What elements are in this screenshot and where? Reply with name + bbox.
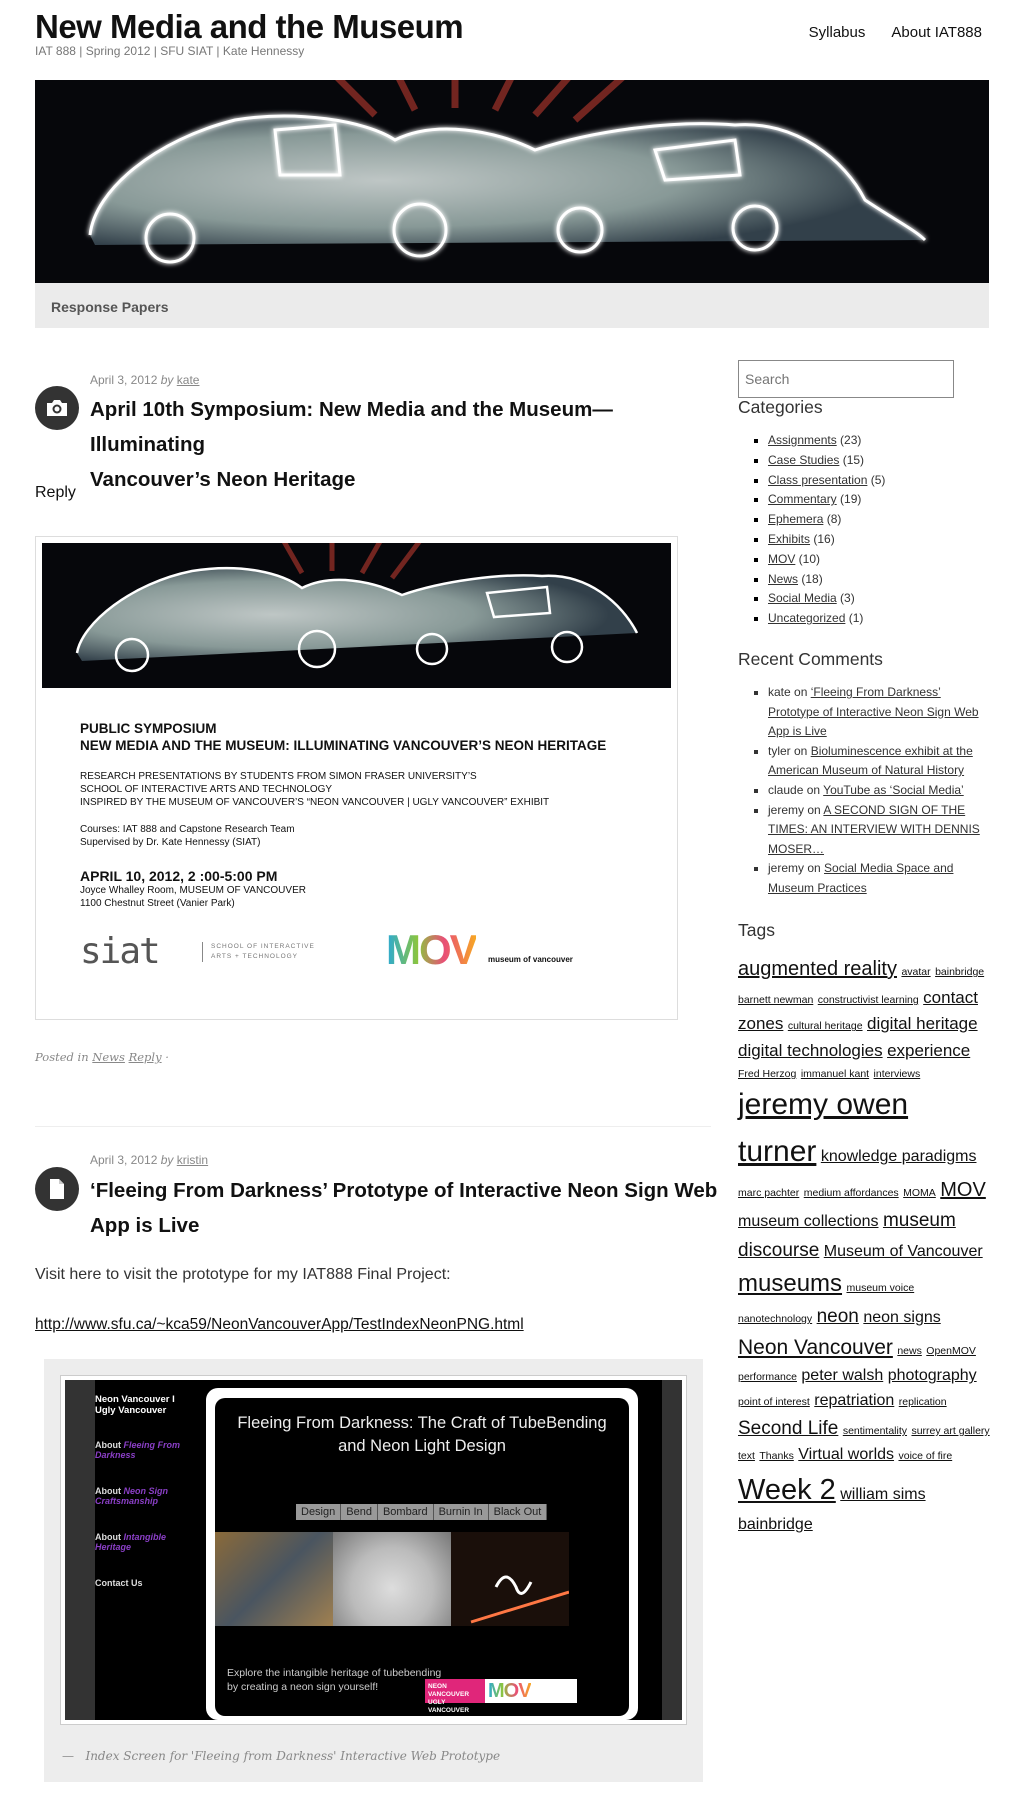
- comment-author: jeremy on: [768, 802, 824, 817]
- tag-link[interactable]: immanuel kant: [800, 1068, 870, 1081]
- post-author[interactable]: kristin: [176, 1153, 209, 1167]
- screenshot-menu-item: [95, 1486, 195, 1506]
- poster-headings: [80, 720, 606, 754]
- tag-link[interactable]: digital technologies: [738, 1040, 883, 1060]
- post-title[interactable]: [90, 1173, 720, 1243]
- search-input[interactable]: [738, 360, 954, 398]
- category-item: [768, 471, 885, 491]
- tag-link[interactable]: OpenMOV: [926, 1344, 976, 1357]
- siat-subtitle-line: ARTS + TECHNOLOGY: [211, 953, 299, 960]
- menu-about: About: [95, 1486, 121, 1496]
- tag-link[interactable]: museum voice: [846, 1282, 915, 1295]
- tags-title: Tags: [738, 920, 775, 940]
- tag-link[interactable]: replication: [898, 1396, 947, 1409]
- category-link[interactable]: Case Studies: [768, 452, 840, 467]
- tag-link[interactable]: MOMA: [903, 1187, 936, 1200]
- screenshot-tab: Design: [296, 1504, 341, 1520]
- tag-link[interactable]: avatar: [901, 966, 931, 978]
- badge-line: NEON VANCOUVER: [428, 1683, 470, 1698]
- tag-link[interactable]: neon signs: [863, 1309, 941, 1327]
- poster-description: [80, 770, 549, 809]
- poster-date: APRIL 10, 2012, 2 :00-5:00 PM: [80, 868, 278, 884]
- screenshot-gutter: [662, 1380, 682, 1720]
- category-item: [768, 609, 885, 629]
- poster-heading: NEW MEDIA AND THE MUSEUM: ILLUMINATING VANCOUVER’S NEON HERITAGE: [80, 738, 607, 753]
- separator: ·: [165, 1050, 169, 1064]
- tag-link[interactable]: photography: [887, 1367, 977, 1385]
- tag-link[interactable]: point of interest: [738, 1396, 810, 1409]
- screenshot-sidebar-title: Neon Vancouver I Ugly Vancouver: [95, 1394, 175, 1416]
- category-link[interactable]: Class presentation: [768, 472, 868, 487]
- reply-link[interactable]: Reply: [35, 484, 76, 501]
- recent-comment: [768, 683, 988, 742]
- tag-link[interactable]: neon: [816, 1306, 859, 1328]
- tag-link[interactable]: performance: [738, 1371, 797, 1384]
- category-item: [768, 550, 885, 570]
- category-count: (3): [836, 591, 855, 606]
- nav-syllabus[interactable]: Syllabus: [808, 24, 866, 41]
- poster-line: Joyce Whalley Room, MUSEUM OF VANCOUVER: [80, 885, 306, 896]
- siat-logo-text: siat: [80, 931, 159, 972]
- tag-link[interactable]: sentimentality: [842, 1424, 908, 1437]
- screenshot-mov-text: MOV: [488, 1680, 531, 1702]
- recent-comment: [768, 742, 988, 781]
- tag-link[interactable]: museum discourse: [738, 1210, 956, 1261]
- category-link[interactable]: MOV: [768, 551, 796, 566]
- tag-link[interactable]: Virtual worlds: [798, 1446, 895, 1464]
- tag-link[interactable]: medium affordances: [803, 1187, 899, 1200]
- secondary-navigation: [35, 283, 989, 328]
- tag-link[interactable]: Week 2: [738, 1474, 836, 1507]
- tag-link[interactable]: Second Life: [738, 1417, 839, 1439]
- recent-comments-title: Recent Comments: [738, 649, 883, 669]
- tag-link[interactable]: marc pachter: [738, 1187, 800, 1200]
- siat-subtitle-line: SCHOOL OF INTERACTIVE: [211, 943, 315, 950]
- poster-line: 1100 Chestnut Street (Vanier Park): [80, 898, 235, 909]
- category-count: (23): [836, 433, 862, 447]
- mov-logo: [386, 927, 476, 973]
- tag-link[interactable]: museum collections: [738, 1213, 879, 1231]
- tag-link[interactable]: william sims bainbridge: [738, 1486, 926, 1534]
- category-count: (16): [810, 531, 835, 546]
- caption-dash: —: [62, 1749, 74, 1763]
- screenshot-tabs: [296, 1504, 547, 1520]
- screenshot-photo-sketch: [333, 1532, 451, 1626]
- screenshot-tab: Black Out: [489, 1504, 548, 1520]
- category-count: (19): [836, 492, 862, 507]
- nav-about[interactable]: About IAT888: [891, 24, 982, 41]
- comment-post-link[interactable]: A SECOND SIGN OF THE TIMES: AN INTERVIEW WITH DENNIS MOSER…: [768, 802, 980, 856]
- tag-link[interactable]: knowledge paradigms: [820, 1147, 977, 1165]
- screenshot-menu-item: [95, 1532, 195, 1552]
- figure-caption: [62, 1749, 500, 1763]
- post-title-line: ‘Fleeing From Darkness’ Prototype of Interactive Neon Sign Web: [90, 1179, 718, 1202]
- tag-link[interactable]: jeremy owen turner: [738, 1088, 909, 1168]
- tag-link[interactable]: Fred Herzog: [738, 1068, 797, 1081]
- post-meta: [90, 373, 199, 387]
- menu-about: About: [95, 1532, 121, 1542]
- caption-text: Index Screen for 'Fleeing from Darkness' Interactive Web Prototype: [85, 1749, 501, 1763]
- tag-cloud: [738, 954, 990, 1538]
- top-navigation: [809, 24, 982, 41]
- tag-link[interactable]: peter walsh: [801, 1367, 884, 1385]
- category-link[interactable]: News: [92, 1050, 125, 1064]
- category-count: (1): [845, 611, 864, 626]
- siat-subtitle: [202, 942, 315, 962]
- by-label: by: [160, 1153, 174, 1167]
- poster-line: Courses: IAT 888 and Capstone Research Team: [80, 824, 295, 835]
- post-body: Visit here to visit the prototype for my IAT888 Final Project:: [35, 1266, 451, 1283]
- camera-icon[interactable]: [35, 386, 79, 430]
- category-count: (15): [839, 452, 865, 467]
- screenshot-title-line: Fleeing From Darkness: The Craft of TubeBending: [237, 1414, 607, 1432]
- tag-link[interactable]: experience: [887, 1040, 971, 1060]
- symposium-poster[interactable]: [35, 536, 678, 1020]
- neon-vancouver-badge: [425, 1679, 485, 1714]
- category-item: [768, 530, 885, 550]
- mov-logo-text: MOV: [386, 926, 476, 973]
- category-item: [768, 451, 885, 471]
- tag-link[interactable]: news: [897, 1344, 922, 1357]
- screenshot-frame[interactable]: [60, 1375, 687, 1725]
- neon-cars-graphic: [35, 80, 989, 283]
- app-screenshot: [65, 1380, 682, 1720]
- poster-line: INSPIRED BY THE MUSEUM OF VANCOUVER’S “NEON VANCOUVER | UGLY VANCOUVER” EXHIBIT: [80, 797, 550, 808]
- comment-post-link[interactable]: Bioluminescence exhibit at the American Museum of Natural History: [768, 743, 973, 778]
- category-link[interactable]: Social Media: [768, 591, 837, 606]
- category-link[interactable]: Commentary: [768, 492, 837, 507]
- category-item: [768, 431, 885, 451]
- menu-about: About: [95, 1440, 121, 1450]
- tag-link[interactable]: surrey art gallery: [911, 1424, 990, 1437]
- screenshot-card: [215, 1398, 629, 1716]
- category-link[interactable]: Exhibits: [768, 531, 811, 546]
- categories-title: Categories: [738, 397, 823, 417]
- post-title-line: Vancouver’s Neon Heritage: [90, 468, 356, 491]
- screenshot-sidebar: [65, 1380, 205, 1720]
- footer-reply-link[interactable]: Reply: [128, 1050, 162, 1064]
- tag-link[interactable]: contact zones: [738, 988, 978, 1034]
- poster-courses: [80, 823, 295, 849]
- poster-heading: PUBLIC SYMPOSIUM: [80, 721, 217, 736]
- poster-line: SCHOOL OF INTERACTIVE ARTS AND TECHNOLOGY: [80, 784, 333, 795]
- comment-post-link[interactable]: ‘Fleeing From Darkness’ Prototype of Interactive Neon Sign Web App is Live: [768, 685, 979, 739]
- tag-link[interactable]: constructivist learning: [817, 994, 919, 1006]
- comment-author: tyler on: [768, 743, 811, 758]
- screenshot-photo-neon: [451, 1532, 569, 1626]
- post-title-line: App is Live: [90, 1214, 200, 1237]
- post-divider: [35, 1126, 711, 1127]
- comment-post-link[interactable]: Social Media Space and Museum Practices: [768, 861, 954, 895]
- category-link[interactable]: Assignments: [768, 433, 837, 447]
- screenshot-main: [206, 1388, 638, 1720]
- prototype-link[interactable]: http://www.sfu.ca/~kca59/NeonVancouverApp/TestIndexNeonPNG.html: [35, 1316, 524, 1333]
- site-description: IAT 888 | Spring 2012 | SFU SIAT | Kate Hennessy: [35, 44, 305, 58]
- posted-in-label: Posted in: [35, 1050, 89, 1064]
- screenshot-intro-line: Explore the intangible heritage of tubebending: [227, 1667, 442, 1679]
- category-item: [768, 490, 885, 510]
- categories-list: [768, 431, 885, 629]
- category-link[interactable]: News: [768, 571, 799, 586]
- screenshot-tab: Bombard: [378, 1504, 434, 1520]
- comment-author: claude on: [768, 782, 824, 797]
- screenshot-photo-shelves: [215, 1532, 333, 1626]
- post-date[interactable]: April 3, 2012: [90, 1153, 158, 1167]
- siat-logo: [80, 929, 190, 975]
- post-title[interactable]: [90, 392, 720, 497]
- tag-link[interactable]: Neon Vancouver: [738, 1335, 893, 1359]
- menu-topic: Fleeing From Darkness: [95, 1440, 181, 1460]
- comment-post-link[interactable]: YouTube as ‘Social Media’: [823, 782, 964, 797]
- category-item: [768, 570, 885, 590]
- tag-link[interactable]: museums: [738, 1270, 843, 1298]
- screenshot-title-line: and Neon Light Design: [338, 1437, 506, 1455]
- post-author[interactable]: kate: [176, 373, 200, 387]
- recent-comments-list: [768, 683, 988, 899]
- tag-link[interactable]: Thanks: [759, 1450, 794, 1463]
- category-item: [768, 589, 885, 609]
- category-link[interactable]: Uncategorized: [768, 611, 846, 626]
- menu-topic: Intangible Heritage: [95, 1532, 167, 1552]
- tag-link[interactable]: bainbridge: [935, 966, 985, 978]
- screenshot-mov-logo: [485, 1679, 577, 1703]
- tag-link[interactable]: voice of fire: [898, 1450, 953, 1463]
- category-count: (5): [867, 472, 886, 487]
- tag-link[interactable]: interviews: [873, 1068, 921, 1081]
- nav-response-papers[interactable]: Response Papers: [51, 299, 169, 315]
- poster-line: Supervised by Dr. Kate Hennessy (SIAT): [80, 837, 261, 848]
- tag-link[interactable]: cultural heritage: [787, 1020, 863, 1033]
- category-count: (10): [795, 551, 821, 566]
- mov-subtitle: museum of vancouver: [488, 955, 573, 964]
- post-meta: [90, 1153, 208, 1167]
- comment-author: jeremy on: [768, 861, 825, 876]
- recent-comment: [768, 859, 988, 898]
- category-link[interactable]: Ephemera: [768, 512, 824, 527]
- screenshot-intro-line: by creating a neon sign yourself!: [227, 1681, 379, 1693]
- screenshot-menu-item: [95, 1440, 195, 1460]
- poster-neon-image: [42, 543, 671, 688]
- post-footer: [35, 1050, 169, 1064]
- screenshot-tab: Bend: [341, 1504, 378, 1520]
- tag-link[interactable]: barnett newman: [738, 994, 814, 1006]
- screenshot-tab: Burnin In: [434, 1504, 489, 1520]
- screenshot-title: [215, 1412, 629, 1458]
- document-icon[interactable]: [35, 1167, 79, 1211]
- figure-screenshot: [44, 1359, 703, 1782]
- recent-comment: [768, 781, 988, 801]
- comment-author: kate on: [768, 685, 811, 699]
- post-date[interactable]: April 3, 2012: [90, 373, 158, 387]
- recent-comment: [768, 801, 988, 860]
- tag-link[interactable]: text: [738, 1450, 755, 1463]
- category-count: (8): [823, 512, 842, 527]
- tag-link[interactable]: MOV: [940, 1179, 986, 1202]
- tag-link[interactable]: augmented reality: [738, 958, 897, 980]
- poster-event: [80, 868, 306, 910]
- badge-line: UGLY VANCOUVER: [428, 1699, 470, 1714]
- category-item: [768, 510, 885, 530]
- menu-topic: Neon Sign Craftsmanship: [95, 1486, 169, 1506]
- tag-link[interactable]: nanotechnology: [738, 1313, 813, 1326]
- tag-link[interactable]: repatriation: [814, 1392, 895, 1410]
- site-title[interactable]: New Media and the Museum: [35, 8, 464, 45]
- header-neon-image[interactable]: [35, 80, 989, 283]
- by-label: by: [160, 373, 174, 387]
- tag-link[interactable]: Museum of Vancouver: [823, 1242, 983, 1260]
- category-count: (18): [798, 571, 823, 586]
- tag-link[interactable]: digital heritage: [867, 1014, 978, 1034]
- poster-line: RESEARCH PRESENTATIONS BY STUDENTS FROM SIMON FRASER UNIVERSITY’S: [80, 771, 477, 782]
- screenshot-intro: [227, 1666, 441, 1694]
- screenshot-menu-item: Contact Us: [95, 1578, 143, 1588]
- post-title-line: April 10th Symposium: New Media and the Museum—Illuminating: [90, 398, 613, 456]
